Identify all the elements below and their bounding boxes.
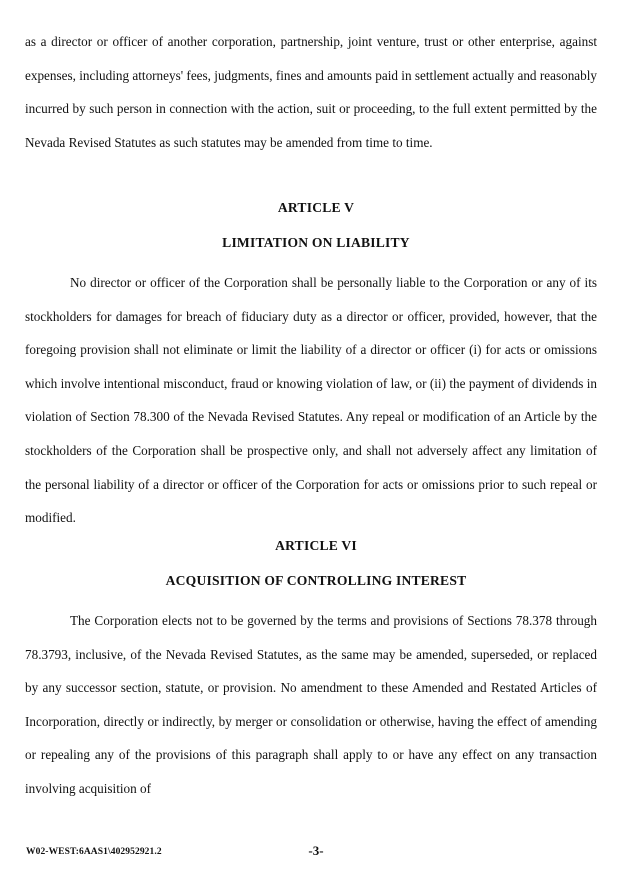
- heading-acquisition-of-controlling-interest: ACQUISITION OF CONTROLLING INTEREST: [165, 573, 467, 588]
- footer-page-number: -3-: [308, 843, 324, 858]
- paragraph-acquisition-of-controlling-interest: The Corporation elects not to be governed by the terms and provisions of Sections 78.378 through 78.3793, inclusive, of the Nevada Revised Statutes, as the same may be amended, superseded, or replaced by any successor section, statute, or provision. No amendment to these Amended and Restated Articles of Incorporation, directly or indirectly, by merger or consolidation or otherwise, having the effect of amending or repealing any of the provisions of this paragraph shall apply to or have any effect on any transaction involving acquisition of: [25, 613, 597, 796]
- heading-limitation-on-liability: LIMITATION ON LIABILITY: [222, 235, 410, 250]
- paragraph-indemnification-continuation: as a director or officer of another corporation, partnership, joint venture, trust or other enterprise, against expenses, including attorneys' fees, judgments, fines and amounts paid in settlement actually and reasonably incurred by such person in connection with the action, suit or proceeding, to the full extent permitted by the Nevada Revised Statutes as such statutes may be amended from time to time.: [25, 34, 597, 150]
- heading-article-6: ARTICLE VI: [275, 538, 357, 553]
- footer-document-id: W02-WEST:6AAS1\402952921.2: [26, 847, 162, 857]
- heading-article-5: ARTICLE V: [277, 200, 355, 215]
- paragraph-limitation-on-liability: No director or officer of the Corporation shall be personally liable to the Corporation or any of its stockholders for damages for breach of fiduciary duty as a director or officer, provided, however, that the foregoing provision shall not eliminate or limit the liability of a director or officer (i) for acts or omissions which involve intentional misconduct, fraud or knowing violation of law, or (ii) the payment of dividends in violation of Section 78.300 of the Nevada Revised Statutes. Any repeal or modification of an Article by the stockholders of the Corporation shall be prospective only, and shall not adversely affect any limitation of the personal liability of a director or officer of the Corporation for acts or omissions prior to such repeal or modified.: [25, 275, 597, 526]
